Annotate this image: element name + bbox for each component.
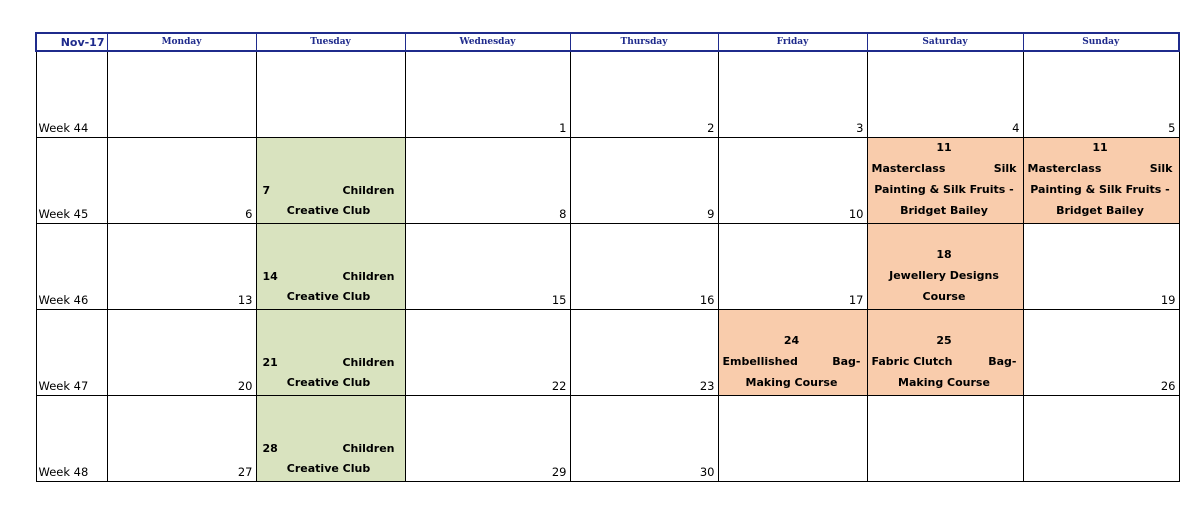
- event-title-line2: Making Course: [745, 375, 838, 389]
- event-day-number: 24: [783, 333, 800, 347]
- event-title: Fabric Clutch: [871, 354, 953, 368]
- event-day-number: 28: [262, 441, 278, 455]
- event-cell-silk-masterclass: [867, 137, 1023, 223]
- event-title: Silk: [1149, 161, 1173, 175]
- day-header-saturday: Saturday: [867, 33, 1023, 51]
- event-children-club: [263, 353, 395, 393]
- day-cell: [718, 51, 867, 137]
- day-cell: [718, 395, 867, 481]
- day-cell: [718, 137, 867, 223]
- day-cell: [1023, 51, 1179, 137]
- week-label-cell: [36, 51, 107, 137]
- event-title: Jewellery Designs: [889, 268, 999, 282]
- day-cell: [107, 137, 256, 223]
- day-number: 17: [848, 292, 864, 307]
- day-number: 9: [707, 206, 715, 221]
- day-cell: [867, 395, 1023, 481]
- event-title-line3: Bridget Bailey: [900, 203, 988, 217]
- day-cell: [405, 395, 570, 481]
- event-title-line2: Creative Club: [286, 203, 371, 217]
- week-label: Week 44: [38, 120, 89, 135]
- week-label: Week 48: [38, 464, 89, 479]
- day-number: 26: [1160, 378, 1176, 393]
- day-number: 23: [699, 378, 715, 393]
- event-day-number: 11: [936, 140, 952, 154]
- calendar-grid: [35, 32, 1180, 482]
- event-title-line2: Creative Club: [286, 461, 371, 475]
- event-cell-clutch-course: [867, 309, 1023, 395]
- day-cell: [718, 223, 867, 309]
- event-title-line2: Creative Club: [286, 375, 371, 389]
- day-cell: [256, 51, 405, 137]
- event-cell-children-club: [256, 309, 405, 395]
- event-cell-children-club: [256, 137, 405, 223]
- day-number: 19: [1160, 292, 1176, 307]
- event-title-line2: Painting & Silk Fruits -: [1030, 182, 1170, 196]
- event-cell-bag-course: [718, 309, 867, 395]
- event-day-number: 7: [262, 183, 271, 197]
- event-children-club: [263, 267, 395, 307]
- day-cell: [405, 309, 570, 395]
- week-label-cell: [36, 395, 107, 481]
- week-row: [36, 51, 1179, 137]
- week-row: [36, 309, 1179, 395]
- event-title: Children: [342, 183, 395, 197]
- event-children-club: [263, 181, 395, 221]
- event-day-number: 14: [262, 269, 278, 283]
- day-cell: [405, 137, 570, 223]
- day-number: 15: [551, 292, 567, 307]
- event-day-number: 18: [936, 247, 952, 261]
- week-row: [36, 395, 1179, 481]
- day-header-tuesday: Tuesday: [256, 33, 405, 51]
- event-title-line2: Creative Club: [286, 289, 371, 303]
- day-header-thursday: Thursday: [570, 33, 718, 51]
- event-silk-masterclass: [1028, 137, 1173, 221]
- day-cell: [1023, 223, 1179, 309]
- day-number: 20: [237, 378, 253, 393]
- day-header-friday: Friday: [718, 33, 867, 51]
- day-number: 2: [707, 120, 715, 135]
- week-label-cell: [36, 137, 107, 223]
- day-number: 5: [1168, 120, 1176, 135]
- day-number: 22: [551, 378, 567, 393]
- day-number: 1: [559, 120, 567, 135]
- week-row: [36, 223, 1179, 309]
- day-number: 4: [1012, 120, 1020, 135]
- day-cell: [405, 51, 570, 137]
- week-row: [36, 137, 1179, 223]
- day-cell: [867, 51, 1023, 137]
- event-jewellery-course: [872, 244, 1017, 307]
- day-cell: [570, 51, 718, 137]
- event-day-number: 25: [936, 333, 952, 347]
- event-title: Children: [342, 355, 395, 369]
- event-day-number: 21: [262, 355, 278, 369]
- event-cell-silk-masterclass: [1023, 137, 1179, 223]
- day-cell: [570, 137, 718, 223]
- event-title: Children: [342, 269, 395, 283]
- event-title: Silk: [993, 161, 1017, 175]
- day-cell: [1023, 309, 1179, 395]
- day-number: 6: [245, 206, 253, 221]
- event-title: Masterclass: [871, 161, 946, 175]
- day-number: 30: [699, 464, 715, 479]
- event-title-line2: Painting & Silk Fruits -: [874, 182, 1014, 196]
- event-embellished-bag-course: [723, 330, 861, 393]
- event-cell-children-club: [256, 223, 405, 309]
- day-cell: [570, 223, 718, 309]
- week-label: Week 46: [38, 292, 89, 307]
- event-title: Masterclass: [1027, 161, 1102, 175]
- event-cell-jewellery-course: [867, 223, 1023, 309]
- day-cell: [570, 395, 718, 481]
- day-number: 27: [237, 464, 253, 479]
- day-cell: [107, 51, 256, 137]
- day-header-wednesday: Wednesday: [405, 33, 570, 51]
- day-number: 29: [551, 464, 567, 479]
- day-number: 8: [559, 206, 567, 221]
- header-row: [36, 33, 1179, 51]
- day-cell: [107, 223, 256, 309]
- event-fabric-clutch-course: [872, 330, 1017, 393]
- event-title: Children: [342, 441, 395, 455]
- event-title-line2: Making Course: [898, 375, 990, 389]
- month-label: Nov-17: [36, 33, 107, 51]
- week-label: Week 47: [38, 378, 89, 393]
- day-cell: [570, 309, 718, 395]
- day-number: 16: [699, 292, 715, 307]
- week-label: Week 45: [38, 206, 89, 221]
- event-title: Bag-: [832, 354, 861, 368]
- week-label-cell: [36, 309, 107, 395]
- event-children-club: [263, 439, 395, 479]
- day-number: 13: [237, 292, 253, 307]
- day-number: 3: [856, 120, 864, 135]
- event-title: Bag-: [988, 354, 1017, 368]
- event-title-line3: Bridget Bailey: [1056, 203, 1144, 217]
- week-label-cell: [36, 223, 107, 309]
- event-silk-masterclass: [872, 137, 1017, 221]
- day-cell: [1023, 395, 1179, 481]
- day-header-monday: Monday: [107, 33, 256, 51]
- day-cell: [405, 223, 570, 309]
- event-title: Embellished: [722, 354, 798, 368]
- day-cell: [107, 395, 256, 481]
- day-number: 10: [848, 206, 864, 221]
- event-day-number: 11: [1092, 140, 1108, 154]
- day-header-sunday: Sunday: [1023, 33, 1179, 51]
- event-title-line2: Course: [922, 289, 966, 303]
- event-cell-children-club: [256, 395, 405, 481]
- day-cell: [107, 309, 256, 395]
